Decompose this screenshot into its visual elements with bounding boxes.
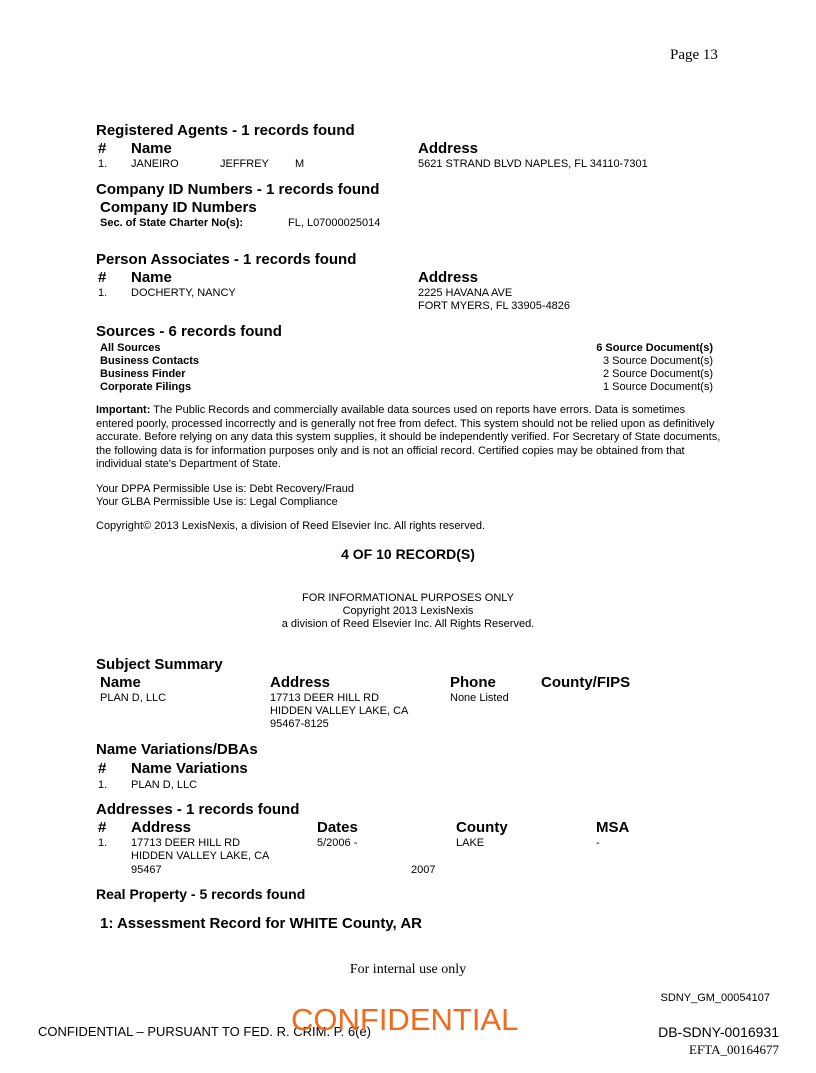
subject-address-line3: 95467-8125: [270, 718, 329, 730]
charter-label: Sec. of State Charter No(s):: [100, 217, 244, 229]
source-count: 3 Source Document(s): [602, 355, 713, 367]
confidential-notice: CONFIDENTIAL – PURSUANT TO FED. R. CRIM. P. 6(e): [38, 1024, 372, 1039]
address-line1: 17713 DEER HILL RD: [131, 837, 241, 849]
col-name: Name: [131, 140, 172, 157]
bates-number-efta: EFTA_00164677: [689, 1042, 779, 1057]
associate-name: DOCHERTY, NANCY: [131, 287, 236, 299]
dppa-use: Your DPPA Permissible Use is: Debt Recovery/Fraud: [96, 483, 354, 495]
addresses-heading: Addresses - 1 records found: [96, 801, 300, 818]
company-ids-heading: Company ID Numbers - 1 records found: [96, 181, 380, 198]
address-msa: -: [596, 837, 600, 849]
source-name: All Sources: [100, 342, 161, 354]
col-name: Name: [131, 269, 172, 286]
important-label: Important:: [96, 404, 151, 416]
source-name: Business Contacts: [100, 355, 200, 367]
address-line2: HIDDEN VALLEY LAKE, CA: [131, 850, 270, 862]
bates-number-db: DB-SDNY-0016931: [658, 1024, 779, 1040]
col-dates: Dates: [317, 819, 358, 836]
bates-number-gm: SDNY_GM_00054107: [660, 992, 770, 1004]
real-property-record-1: 1: Assessment Record for WHITE County, AR: [100, 915, 422, 932]
charter-value: FL, L07000025014: [288, 217, 381, 229]
name-variation: PLAN D, LLC: [131, 779, 198, 791]
row-number: 1.: [98, 287, 108, 299]
col-address: Address: [418, 140, 479, 157]
col-county-fips: County/FIPS: [541, 674, 631, 691]
disclaimer-line1: FOR INFORMATIONAL PURPOSES ONLY: [302, 592, 514, 604]
source-count: 6 Source Document(s): [596, 342, 713, 354]
sources-heading: Sources - 6 records found: [96, 323, 282, 340]
agent-middle-initial: M: [295, 158, 305, 170]
address-date-end: 2007: [411, 864, 436, 876]
person-associates-heading: Person Associates - 1 records found: [96, 251, 357, 268]
row-number: 1.: [98, 158, 108, 170]
address-county: LAKE: [456, 837, 485, 849]
subject-phone: None Listed: [450, 692, 509, 704]
real-property-heading: Real Property - 5 records found: [96, 886, 306, 902]
col-county: County: [456, 819, 508, 836]
col-msa: MSA: [596, 819, 630, 836]
agent-address: 5621 STRAND BLVD NAPLES, FL 34110-7301: [418, 158, 648, 170]
address-line3: 95467: [131, 864, 162, 876]
row-number: 1.: [98, 779, 108, 791]
confidential-stamp: CONFIDENTIAL: [291, 1002, 519, 1037]
disclaimer-line3: a division of Reed Elsevier Inc. All Rights Reserved.: [281, 618, 535, 630]
copyright-line: Copyright© 2013 LexisNexis, a division of Reed Elsevier Inc. All rights reserved.: [96, 520, 486, 532]
subject-address-line2: HIDDEN VALLEY LAKE, CA: [270, 705, 409, 717]
glba-use: Your GLBA Permissible Use is: Legal Compliance: [96, 496, 338, 508]
col-hash: #: [98, 819, 107, 836]
registered-agents-heading: Registered Agents - 1 records found: [96, 122, 355, 139]
col-hash: #: [98, 760, 107, 777]
company-ids-subheading: Company ID Numbers: [100, 199, 257, 216]
col-address: Address: [418, 269, 479, 286]
subject-name: PLAN D, LLC: [100, 692, 167, 704]
address-date-start: 5/2006 -: [317, 837, 358, 849]
source-name: Business Finder: [100, 368, 186, 380]
record-heading: 4 OF 10 RECORD(S): [341, 546, 475, 562]
agent-first-name: JEFFREY: [220, 158, 269, 170]
internal-use-footer: For internal use only: [349, 962, 467, 977]
subject-address-line1: 17713 DEER HILL RD: [270, 692, 380, 704]
important-text: The Public Records and commercially available data sources used on reports have errors. Data is sometimes entered poorly, processed incorrectly and is generally not free from defect. This system should not be relied upon as definitively accurate. Before relying on any data this system supplies, it should be independently verified. For Secretary of State documents, the following data is for information purposes only and is not an official record. Certified copies may be obtained from that individual state's Department of State.: [96, 404, 721, 470]
associate-address-line2: FORT MYERS, FL 33905-4826: [418, 300, 571, 312]
important-notice: [96, 404, 722, 472]
col-address: Address: [270, 674, 331, 691]
disclaimer-line2: Copyright 2013 LexisNexis: [342, 605, 474, 617]
col-address: Address: [131, 819, 192, 836]
col-hash: #: [98, 140, 107, 157]
col-name-variations: Name Variations: [131, 760, 248, 777]
agent-last-name: JANEIRO: [131, 158, 179, 170]
page-number: Page 13: [670, 47, 718, 63]
name-variations-heading: Name Variations/DBAs: [96, 741, 258, 758]
col-name: Name: [100, 674, 141, 691]
associate-address-line1: 2225 HAVANA AVE: [418, 287, 513, 299]
row-number: 1.: [98, 837, 108, 849]
source-name: Corporate Filings: [100, 381, 192, 393]
source-count: 2 Source Document(s): [602, 368, 713, 380]
source-count: 1 Source Document(s): [602, 381, 713, 393]
col-hash: #: [98, 269, 107, 286]
subject-summary-heading: Subject Summary: [96, 656, 223, 673]
col-phone: Phone: [450, 674, 496, 691]
